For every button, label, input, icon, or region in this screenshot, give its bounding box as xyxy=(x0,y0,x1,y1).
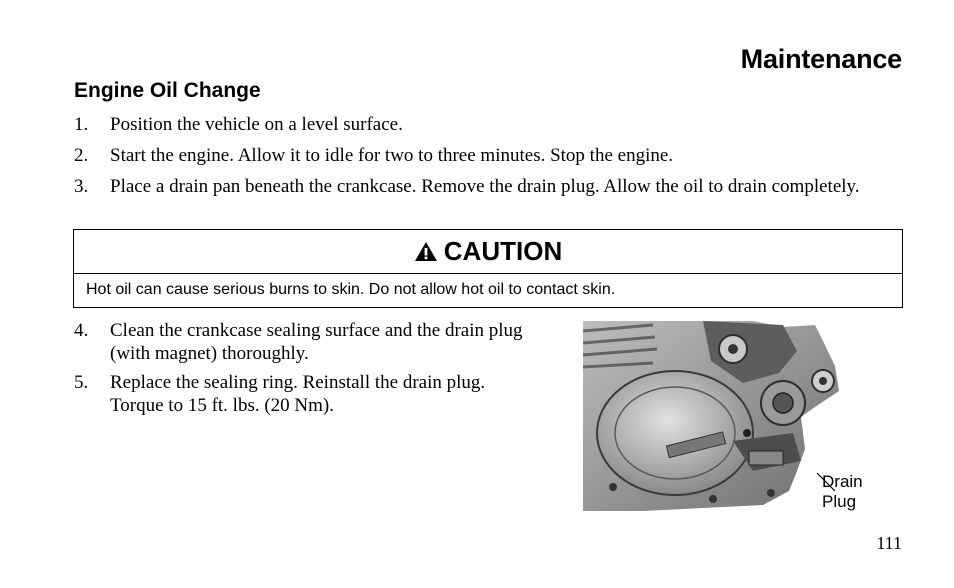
drain-plug-callout xyxy=(822,472,863,512)
caution-box xyxy=(73,229,903,308)
step-number: 3. xyxy=(74,176,89,197)
list-item xyxy=(74,175,904,198)
step-text: Position the vehicle on a level surface. xyxy=(110,114,403,135)
section-title: Maintenance xyxy=(740,44,902,74)
list-item xyxy=(74,319,524,365)
step-text: Replace the sealing ring. Reinstall the drain plug. Torque to 15 ft. lbs. (20 Nm). xyxy=(110,372,486,416)
caution-title: CAUTION xyxy=(443,236,563,266)
caution-text: Hot oil can cause serious burns to skin. Do not allow hot oil to contact skin. xyxy=(86,281,616,298)
procedure-steps-top xyxy=(74,113,904,198)
callout-line: Plug xyxy=(822,492,857,511)
page-number: 111 xyxy=(876,533,902,553)
step-number: 5. xyxy=(74,372,89,393)
step-number: 2. xyxy=(74,145,89,166)
step-text: Clean the crankcase sealing surface and the drain plug (with magnet) thoroughly. xyxy=(110,320,523,364)
callout-line: Drain xyxy=(822,472,863,491)
warning-triangle-icon xyxy=(414,241,438,262)
list-item xyxy=(74,113,904,136)
list-item xyxy=(74,371,524,417)
procedure-steps-bottom xyxy=(74,319,524,417)
step-number: 4. xyxy=(74,320,89,341)
step-text: Place a drain pan beneath the crankcase. Remove the drain plug. Allow the oil to drain completely. xyxy=(110,176,860,197)
step-text: Start the engine. Allow it to idle for two to three minutes. Stop the engine. xyxy=(110,145,674,166)
list-item xyxy=(74,144,904,167)
caution-header xyxy=(74,230,902,274)
engine-photo xyxy=(583,321,841,511)
procedure-heading: Engine Oil Change xyxy=(74,79,261,102)
step-number: 1. xyxy=(74,114,89,135)
